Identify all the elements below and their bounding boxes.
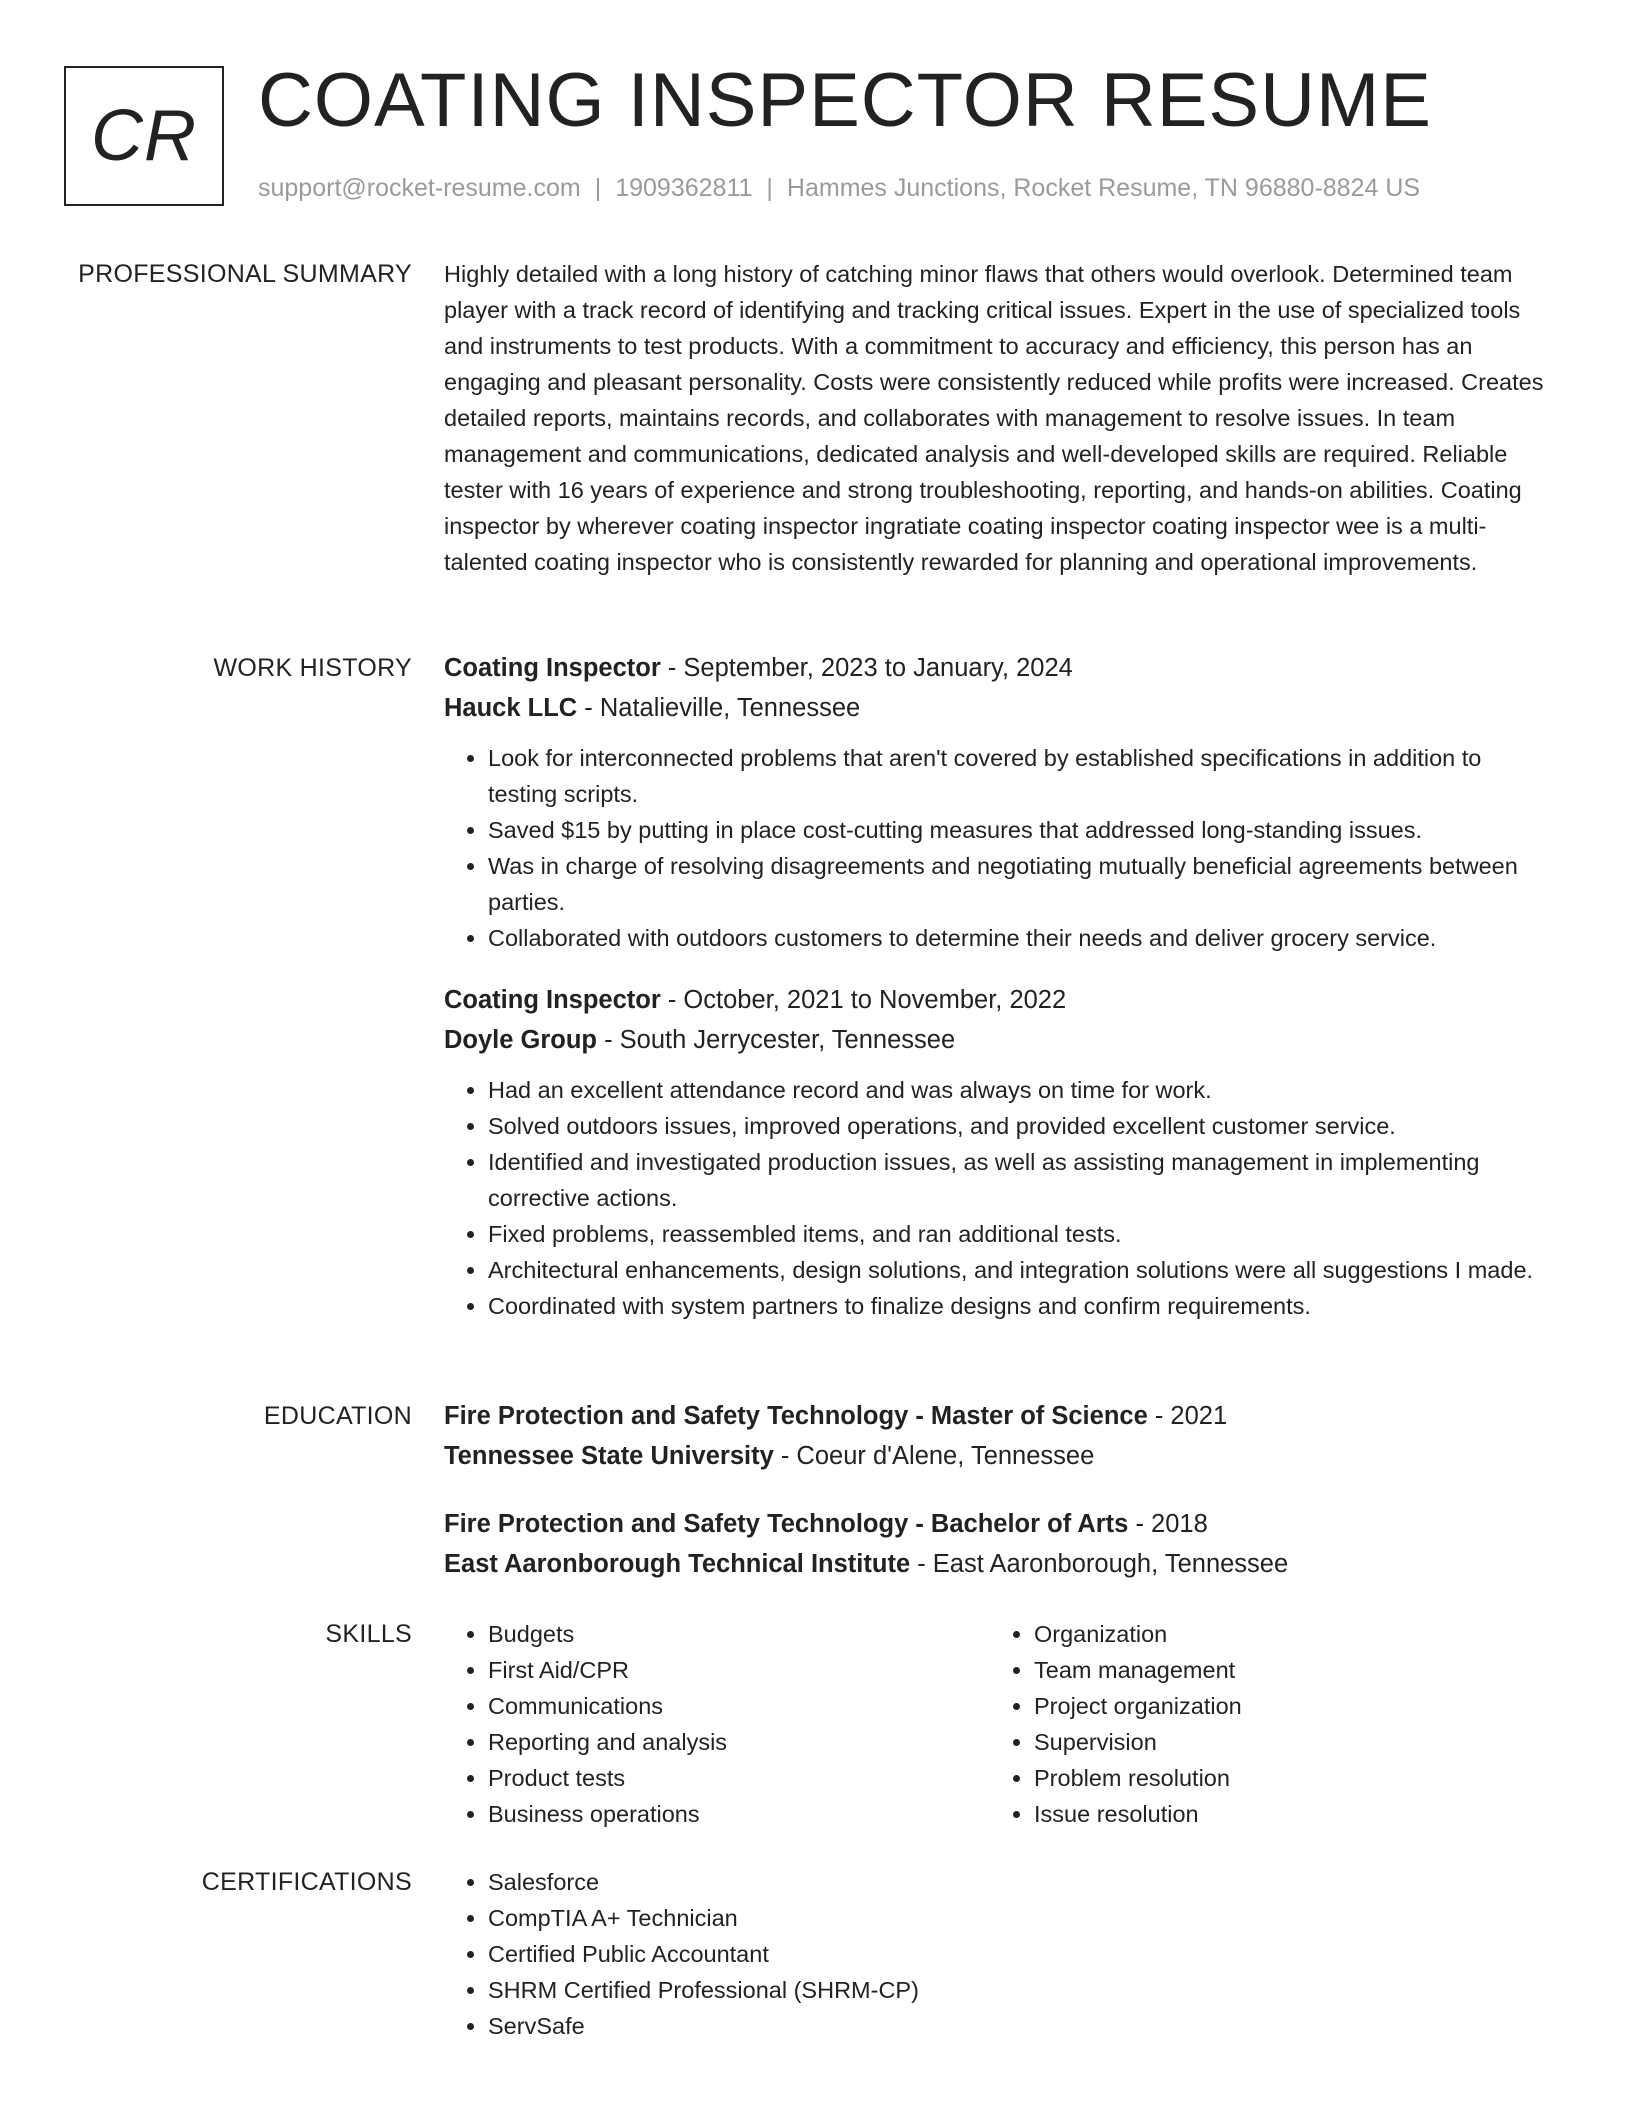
education-location: - Coeur d'Alene, Tennessee <box>773 1442 1095 1470</box>
contact-line <box>258 174 1420 203</box>
education-degree: Fire Protection and Safety Technology - Master of Science <box>444 1402 1148 1430</box>
job-entry <box>444 980 1554 1324</box>
skills-list-right <box>990 1616 1536 1832</box>
education-degree-line <box>444 1396 1554 1436</box>
skill-item: • Product tests <box>488 1760 990 1796</box>
job-location: - Natalieville, Tennessee <box>577 694 861 722</box>
education-degree: Fire Protection and Safety Technology - Bachelor of Arts <box>444 1510 1129 1538</box>
education-school: Tennessee State University <box>444 1442 774 1470</box>
resume-title: COATING INSPECTOR RESUME <box>258 58 1432 143</box>
section-label-work-history: WORK HISTORY <box>213 654 412 682</box>
job-bullet: • Collaborated with outdoors customers to determine their needs and deliver grocery service. <box>488 920 1554 956</box>
section-label-summary: PROFESSIONAL SUMMARY <box>78 260 412 288</box>
job-dates: - September, 2023 to January, 2024 <box>660 654 1073 682</box>
monogram-logo <box>64 66 224 206</box>
job-title-line <box>444 980 1554 1020</box>
summary-text: Highly detailed with a long history of catching minor flaws that others would overlook. Determined team player with a track record of identifying and tracking critical issues. Expert in the use of specialized tools and instruments to test products. With a commitment to accuracy and efficiency, this person has an engaging and pleasant personality. Costs were consistently reduced while profits were increased. Creates detailed reports, maintains records, and collaborates with management to resolve issues. In team management and communications, dedicated analysis and well-developed skills are required. Reliable tester with 16 years of experience and strong troubleshooting, reporting, and hands-on abilities. Coating inspector by wherever coating inspector ingratiate coating inspector coating inspector wee is a multi-talented coating inspector who is consistently rewarded for planning and operational improvements. <box>444 261 1544 575</box>
section-label-certifications: CERTIFICATIONS <box>201 1868 412 1896</box>
job-title-line <box>444 648 1554 688</box>
job-bullets <box>444 740 1554 956</box>
skill-item: • Business operations <box>488 1796 990 1832</box>
section-label-skills: SKILLS <box>325 1620 412 1648</box>
job-company-line <box>444 1020 1554 1060</box>
contact-separator: | <box>766 174 773 202</box>
job-location: - South Jerrycester, Tennessee <box>597 1026 956 1054</box>
job-title: Coating Inspector <box>444 654 661 682</box>
section-label-education: EDUCATION <box>263 1402 412 1430</box>
job-bullet: • Coordinated with system partners to finalize designs and confirm requirements. <box>488 1288 1554 1324</box>
monogram-text: CR <box>91 96 197 176</box>
skills-columns <box>444 1616 1554 1832</box>
job-company: Doyle Group <box>444 1026 598 1054</box>
job-title: Coating Inspector <box>444 986 661 1014</box>
education-school-line <box>444 1436 1554 1476</box>
job-bullet: • Fixed problems, reassembled items, and ran additional tests. <box>488 1216 1554 1252</box>
education-location: - East Aaronborough, Tennessee <box>910 1550 1289 1578</box>
skill-item: • Organization <box>1034 1616 1536 1652</box>
certification-item: • SHRM Certified Professional (SHRM-CP) <box>488 1972 1554 2008</box>
skill-item: • Reporting and analysis <box>488 1724 990 1760</box>
contact-email: support@rocket-resume.com <box>258 174 581 202</box>
job-bullets <box>444 1072 1554 1324</box>
education-year: - 2021 <box>1147 1402 1228 1430</box>
certification-item: • Certified Public Accountant <box>488 1936 1554 1972</box>
skill-item: • Issue resolution <box>1034 1796 1536 1832</box>
certification-item: • Salesforce <box>488 1864 1554 1900</box>
skill-item: • First Aid/CPR <box>488 1652 990 1688</box>
job-bullet: • Identified and investigated production issues, as well as assisting management in implementing corrective actions. <box>488 1144 1554 1216</box>
job-bullet: • Had an excellent attendance record and was always on time for work. <box>488 1072 1554 1108</box>
education-degree-line <box>444 1504 1554 1544</box>
job-company: Hauck LLC <box>444 694 578 722</box>
education-entry <box>444 1504 1554 1584</box>
skill-item: • Supervision <box>1034 1724 1536 1760</box>
job-company-line <box>444 688 1554 728</box>
skills-list-left <box>444 1616 990 1832</box>
certifications-list <box>444 1864 1554 2044</box>
job-entry <box>444 648 1554 956</box>
education-school-line <box>444 1544 1554 1584</box>
contact-address: Hammes Junctions, Rocket Resume, TN 96880-8824 US <box>786 174 1421 202</box>
job-bullet: • Look for interconnected problems that aren't covered by established specifications in addition to testing scripts. <box>488 740 1554 812</box>
job-bullet: • Architectural enhancements, design solutions, and integration solutions were all suggestions I made. <box>488 1252 1554 1288</box>
certification-item: • ServSafe <box>488 2008 1554 2044</box>
skill-item: • Team management <box>1034 1652 1536 1688</box>
skill-item: • Project organization <box>1034 1688 1536 1724</box>
skill-item: • Problem resolution <box>1034 1760 1536 1796</box>
job-bullet: • Saved $15 by putting in place cost-cutting measures that addressed long-standing issues. <box>488 812 1554 848</box>
job-dates: - October, 2021 to November, 2022 <box>660 986 1067 1014</box>
education-school: East Aaronborough Technical Institute <box>444 1550 911 1578</box>
job-bullet: • Was in charge of resolving disagreements and negotiating mutually beneficial agreements between parties. <box>488 848 1554 920</box>
job-bullet: • Solved outdoors issues, improved operations, and provided excellent customer service. <box>488 1108 1554 1144</box>
contact-separator: | <box>594 174 602 202</box>
skill-item: • Budgets <box>488 1616 990 1652</box>
skill-item: • Communications <box>488 1688 990 1724</box>
certification-item: • CompTIA A+ Technician <box>488 1900 1554 1936</box>
education-entry <box>444 1396 1554 1476</box>
education-year: - 2018 <box>1128 1510 1208 1538</box>
contact-phone: 1909362811 <box>615 174 753 202</box>
